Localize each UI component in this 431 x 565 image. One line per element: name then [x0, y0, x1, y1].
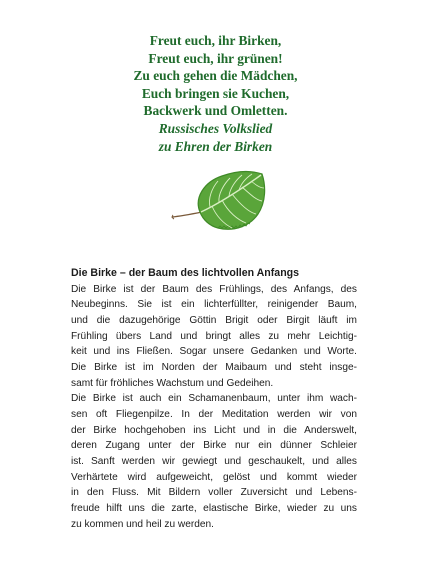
article-line: Die Birke ist auch ein Schamanenbaum, unter ihm wach-: [71, 393, 357, 405]
article-line: Frühling übers Land und bringt alles zu mehr Leichtig-: [71, 330, 357, 342]
article-line: freude hilft uns die zarte, elastische Birke, wieder zu uns: [71, 502, 357, 514]
article-line: und die dazugehörige Göttin Brigit oder Birgit läuft im: [71, 314, 357, 326]
article-heading: Die Birke – der Baum des lichtvollen Anfangs: [71, 267, 300, 279]
poem-attribution: zu Ehren der Birken: [158, 138, 273, 154]
article-line: ist. Sanft werden wir gewiegt und geschaukelt, und alles: [71, 455, 357, 467]
article-line: der Birke hochgehoben ins Licht und in die Anderswelt,: [71, 424, 357, 436]
article-line: sen oft Fliegenpilze. In der Meditation werden wir von: [71, 408, 357, 420]
birch-leaf-icon: [170, 168, 270, 236]
poem-line: Freut euch, ihr Birken,: [149, 33, 282, 48]
poem-attribution: Russisches Volkslied: [158, 120, 273, 136]
article-line: zu kommen und heil zu werden.: [71, 518, 214, 530]
article-line: Neubeginns. Sie ist ein lichterfüllter, reinigender Baum,: [71, 299, 357, 311]
poem-line: Freut euch, ihr grünen!: [148, 50, 283, 66]
poem-line: Backwerk und Omletten.: [143, 103, 288, 119]
poem-line: Zu euch gehen die Mädchen,: [133, 68, 298, 84]
article-line: Die Birke ist der Baum des Frühlings, des Anfangs, des: [71, 283, 357, 295]
article-line: Die Birke ist im Norden der Maibaum und steht insge-: [71, 361, 357, 373]
article: [71, 266, 357, 532]
poem-line: Euch bringen sie Kuchen,: [141, 85, 290, 101]
article-line: samt für fröhliches Wachstum und Gedeihen.: [71, 377, 274, 389]
article-line: Verhärtete wird aufgeweicht, gelöst und kommt wieder: [71, 471, 357, 483]
poem-epigraph: [0, 32, 431, 155]
article-line: keit und ins Fließen. Sogar unsere Gedanken und Worte.: [71, 346, 357, 358]
article-line: in den Fluss. Mit Bildern voller Zuversicht und Lebens-: [71, 487, 357, 499]
article-line: deren Zugang unter der Birke nur ein dünner Schleier: [71, 440, 357, 452]
